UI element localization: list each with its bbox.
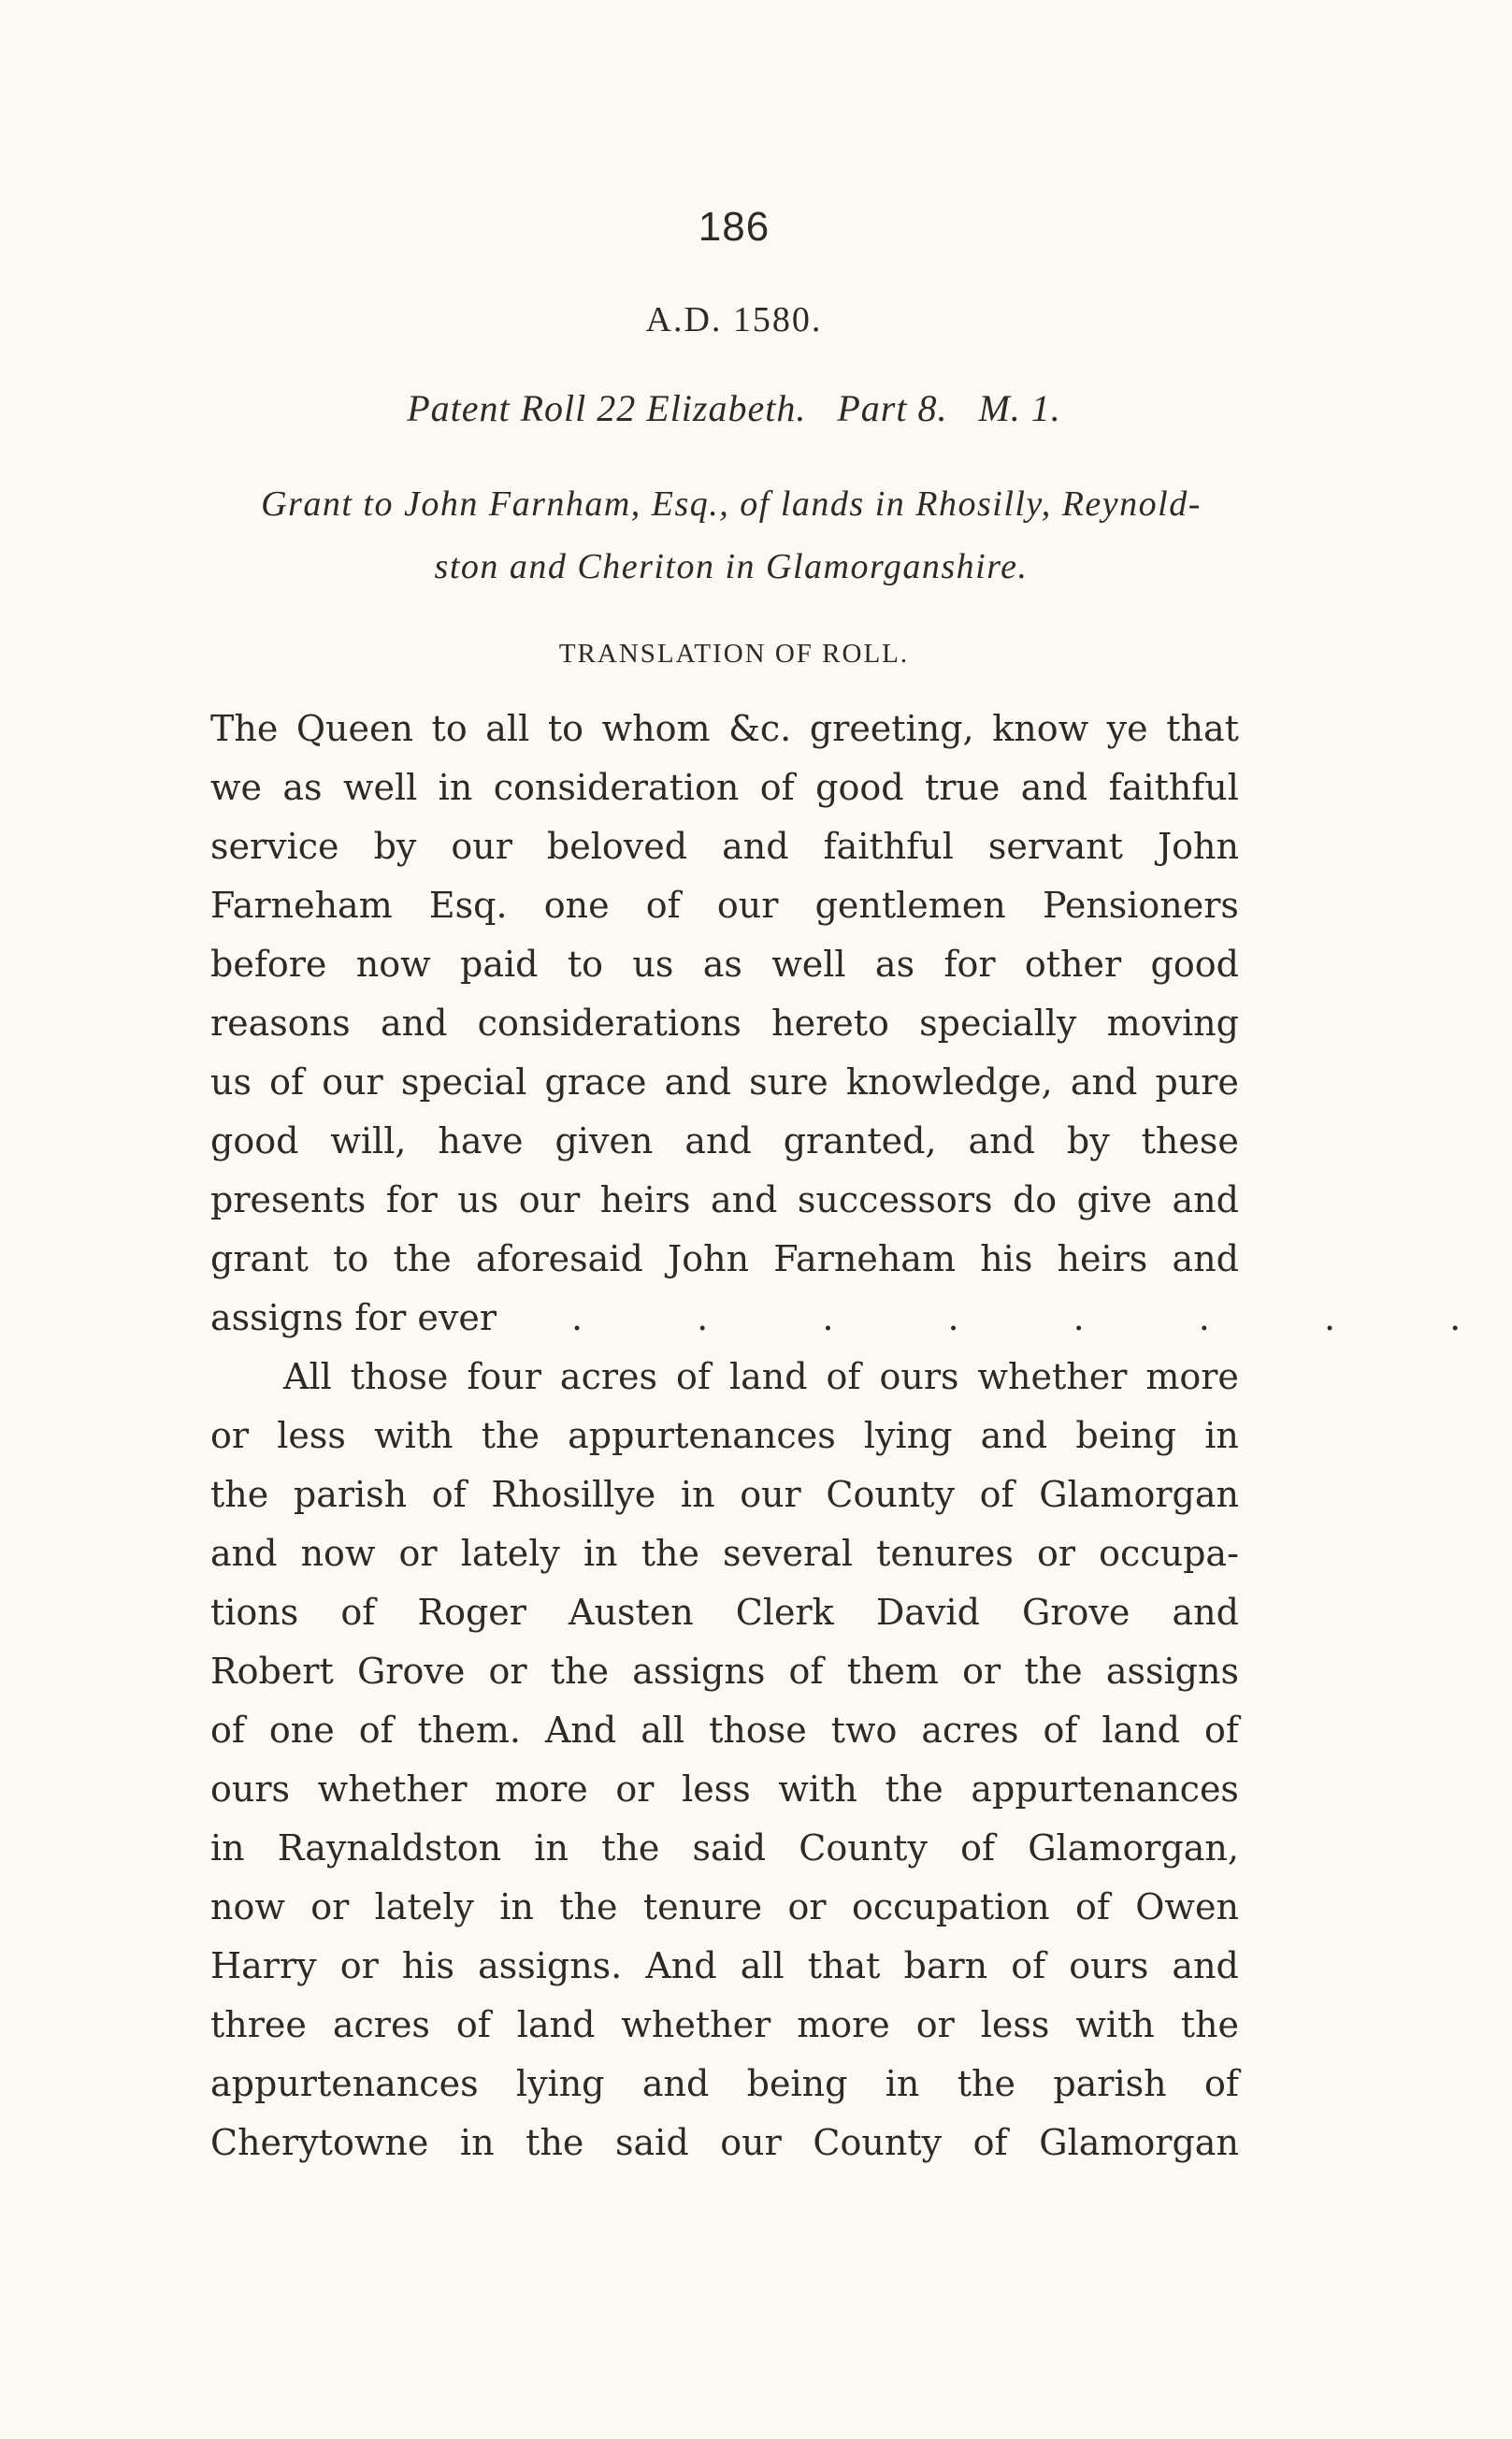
body-word: Robert (210, 1651, 334, 1692)
body-word: whom (601, 708, 711, 749)
body-line (210, 1760, 1239, 1819)
body-word: and (641, 2063, 710, 2104)
body-word: lately (374, 1886, 474, 1927)
body-word: lying (863, 1415, 953, 1456)
body-word: Farneham (210, 885, 393, 926)
body-word: Clerk (735, 1592, 834, 1633)
body-word: appurtenances (568, 1415, 836, 1456)
body-word: more (1145, 1356, 1239, 1397)
body-word: them (846, 1651, 939, 1692)
body-word: parish (293, 1474, 408, 1515)
body-word: of (455, 2004, 491, 2045)
body-word: John (1157, 826, 1239, 867)
body-word: And (645, 1945, 717, 1986)
body-word: paid (460, 944, 539, 985)
body-word: Grove (356, 1651, 466, 1692)
body-word: with (374, 1415, 454, 1456)
body-word: less (277, 1415, 346, 1456)
body-word: Grove (1022, 1592, 1130, 1633)
body-word: of (960, 1827, 996, 1869)
body-word: and (710, 1179, 778, 1220)
grant-title-line-2: ston and Cheriton in Glamorganshire. (434, 547, 1029, 586)
body-word: successors (797, 1179, 993, 1220)
body-line (210, 758, 1239, 817)
body-word: said (615, 2122, 689, 2163)
body-word: tenure (642, 1886, 763, 1927)
body-word: that (807, 1945, 881, 1986)
body-word: to (431, 708, 468, 749)
paragraph-start-line (210, 1348, 1239, 1407)
body-word: ours (210, 1768, 291, 1810)
body-word: less (682, 1768, 751, 1810)
body-line (210, 1878, 1239, 1937)
body-word: the (1180, 2004, 1239, 2045)
body-word: and (722, 826, 789, 867)
body-word: of (358, 1710, 394, 1751)
body-word: The (210, 708, 279, 749)
body-word: assigns (1105, 1651, 1239, 1692)
body-word: in (438, 767, 473, 808)
body-word: knowledge, (845, 1061, 1053, 1103)
body-word: our (740, 1474, 801, 1515)
roll-reference: Patent Roll 22 Elizabeth. Part 8. M. 1. (407, 387, 1061, 429)
body-word: assigns (632, 1651, 766, 1692)
body-word: or (398, 1533, 438, 1574)
body-word: ours (879, 1356, 959, 1397)
body-word: before (210, 944, 327, 985)
body-word: of (979, 1474, 1015, 1515)
body-word: land (1102, 1710, 1180, 1751)
body-word: true (924, 767, 1001, 808)
body-word: special (400, 1061, 527, 1103)
body-word: faithful (1108, 767, 1239, 808)
body-word: all (641, 1710, 685, 1751)
body-word: moving (1106, 1003, 1239, 1044)
body-word: by (1066, 1120, 1110, 1162)
body-line (210, 876, 1239, 935)
body-line (210, 1642, 1239, 1701)
body-word: beloved (546, 826, 688, 867)
body-line-with-dot-leader (210, 1289, 1512, 1348)
body-word: John (667, 1238, 750, 1279)
body-word: and (380, 1003, 448, 1044)
body-word: as (282, 767, 323, 808)
body-word: consideration (493, 767, 740, 808)
body-word: whether (317, 1768, 468, 1810)
body-word: All (283, 1356, 332, 1397)
grant-title (208, 473, 1255, 599)
body-word: aforesaid (475, 1238, 643, 1279)
body-word: Pensioners (1042, 885, 1239, 926)
body-word: several (723, 1533, 853, 1574)
body-word: us (457, 1179, 499, 1220)
body-word: Glamorgan (1039, 1474, 1239, 1515)
body-word: said (692, 1827, 767, 1869)
body-word: greeting, (809, 708, 974, 749)
body-word: in (583, 1533, 618, 1574)
body-word: Farneham (773, 1238, 956, 1279)
body-word: the (550, 1651, 609, 1692)
body-word: or (488, 1651, 527, 1692)
body-word: the (210, 1474, 269, 1515)
body-word: pure (1155, 1061, 1239, 1103)
body-word: sure (749, 1061, 828, 1103)
body-word: granted, (783, 1120, 937, 1162)
body-word: and (664, 1061, 732, 1103)
body-word: our (451, 826, 512, 867)
body-word: his (980, 1238, 1033, 1279)
body-word: in (680, 1474, 715, 1515)
body-word: with (778, 1768, 857, 1810)
body-word: his (401, 1945, 454, 1986)
body-word: with (1075, 2004, 1155, 2045)
body-word: heirs (1057, 1238, 1148, 1279)
body-word: other (1024, 944, 1122, 985)
body-line (210, 1937, 1239, 1996)
body-word: now (210, 1886, 285, 1927)
body-word: of (972, 2122, 1008, 2163)
body-word: occupation (851, 1886, 1050, 1927)
body-word: Rhosillye (491, 1474, 656, 1515)
dot-leader: . . . . . . . . (571, 1297, 1512, 1338)
body-word: and (980, 1415, 1048, 1456)
body-word: of (645, 885, 681, 926)
body-word: for (943, 944, 996, 985)
body-line (210, 1112, 1239, 1171)
body-word: or (310, 1886, 350, 1927)
body-word: land (728, 1356, 808, 1397)
body-word: Austen (569, 1592, 694, 1633)
body-word: County (799, 1827, 928, 1869)
body-word: parish (1053, 2063, 1167, 2104)
body-line (210, 994, 1239, 1053)
body-word: well (771, 944, 846, 985)
body-word: heirs (599, 1179, 691, 1220)
body-word: to (547, 708, 583, 749)
body-word: faithful (823, 826, 954, 867)
body-word: County (826, 1474, 956, 1515)
body-word: grace (544, 1061, 647, 1103)
body-word: whether (621, 2004, 771, 2045)
body-word: &c. (728, 708, 792, 749)
body-word: And (544, 1710, 617, 1751)
body-word: appurtenances (971, 1768, 1239, 1810)
body-word: to (333, 1238, 369, 1279)
body-line (210, 1053, 1239, 1112)
body-word: and (1070, 1061, 1138, 1103)
body-word: of (826, 1356, 861, 1397)
body-word: or (339, 1945, 379, 1986)
body-word: of (788, 1651, 824, 1692)
body-text (210, 700, 1512, 2172)
body-word: barn (903, 1945, 988, 1986)
body-word: tenures (876, 1533, 1014, 1574)
body-word: as (874, 944, 915, 985)
body-line (210, 817, 1239, 876)
body-word: of (1011, 1945, 1046, 1986)
body-word: and (1172, 1238, 1239, 1279)
body-word: ye (1106, 708, 1148, 749)
body-line (210, 935, 1239, 994)
body-line (210, 1171, 1239, 1230)
body-word: do (1012, 1179, 1058, 1220)
body-word: of (269, 1061, 305, 1103)
body-word: of (1203, 2063, 1239, 2104)
body-word: them. (417, 1710, 522, 1751)
body-word: our (716, 885, 779, 926)
body-word: occupa- (1099, 1533, 1239, 1574)
body-word: servant (987, 826, 1123, 867)
body-word: lately (460, 1533, 560, 1574)
body-word: have (438, 1120, 524, 1162)
body-line (210, 1819, 1239, 1878)
grant-title-line-1: Grant to John Farnham, Esq., of lands in Rhosilly, Reynold- (261, 484, 1202, 524)
body-word: of (1043, 1710, 1078, 1751)
body-word: Glamorgan, (1028, 1827, 1239, 1869)
body-word: the (601, 1827, 660, 1869)
body-word: grant (210, 1238, 309, 1279)
body-word: in (459, 2122, 495, 2163)
body-word: County (813, 2122, 943, 2163)
body-word: and (1172, 1179, 1239, 1220)
translation-heading: TRANSLATION OF ROLL. (558, 639, 910, 669)
body-word: presents (210, 1179, 367, 1220)
body-word: of (676, 1356, 711, 1397)
body-word: appurtenances (210, 2063, 479, 2104)
body-word: the (957, 2063, 1015, 2104)
body-word: of (759, 767, 795, 808)
body-word: our (518, 1179, 581, 1220)
body-word: considerations (477, 1003, 742, 1044)
body-word: the (885, 1768, 943, 1810)
body-word: us (210, 1061, 252, 1103)
body-word: of (1074, 1886, 1110, 1927)
body-word: tions (210, 1592, 299, 1633)
body-word: know (992, 708, 1089, 749)
body-word: of (210, 1710, 245, 1751)
body-word: more (495, 1768, 588, 1810)
body-word: or (962, 1651, 1001, 1692)
body-word: acres (559, 1356, 658, 1397)
body-word: the (1024, 1651, 1083, 1692)
body-word: or (915, 2004, 955, 2045)
body-word: David (875, 1592, 980, 1633)
body-word: land (516, 2004, 596, 2045)
body-word: of (340, 1592, 376, 1633)
body-word: now (355, 944, 431, 985)
body-word: or (210, 1415, 250, 1456)
body-word: and (1020, 767, 1088, 808)
body-line (210, 2055, 1239, 2114)
body-word: given (554, 1120, 654, 1162)
body-word: of (431, 1474, 467, 1515)
body-word: the (393, 1238, 452, 1279)
body-word: in (499, 1886, 534, 1927)
document-year: A.D. 1580. (645, 300, 823, 339)
body-word: lying (515, 2063, 605, 2104)
body-line (210, 1996, 1239, 2055)
body-word: our (322, 1061, 383, 1103)
body-word: in (534, 1827, 569, 1869)
body-line (210, 1230, 1239, 1289)
body-word: one (543, 885, 610, 926)
body-word: our (720, 2122, 782, 2163)
body-word: gentlemen (814, 885, 1006, 926)
body-word: or (1037, 1533, 1076, 1574)
body-word: now (300, 1533, 376, 1574)
body-word: well (342, 767, 418, 808)
body-word: all (740, 1945, 785, 1986)
body-line (210, 1701, 1239, 1760)
body-word: and (1172, 1945, 1239, 1986)
body-word: less (980, 2004, 1050, 2045)
body-word: those (350, 1356, 449, 1397)
body-word: one (268, 1710, 335, 1751)
body-word: the (641, 1533, 699, 1574)
body-word: and (210, 1533, 278, 1574)
body-word: as (702, 944, 742, 985)
body-word: in (210, 1827, 245, 1869)
body-word: Cherytowne (210, 2122, 429, 2163)
body-word: we (210, 767, 263, 808)
body-word: will, (330, 1120, 407, 1162)
body-word: more (797, 2004, 890, 2045)
body-word: the (526, 2122, 584, 2163)
body-word: reasons (210, 1003, 351, 1044)
body-word: and (968, 1120, 1035, 1162)
body-word: for (385, 1179, 438, 1220)
body-word: good (210, 1120, 299, 1162)
body-word: service (210, 826, 339, 867)
body-word: that (1166, 708, 1239, 749)
body-word: assigns. (478, 1945, 623, 1986)
body-word: Esq. (428, 885, 508, 926)
body-word: by (373, 826, 417, 867)
body-line (210, 1583, 1239, 1642)
body-word: of (1203, 1710, 1239, 1751)
body-word: or (787, 1886, 827, 1927)
body-word: three (210, 2004, 307, 2045)
body-word: Raynaldston (277, 1827, 502, 1869)
body-word: good (1150, 944, 1239, 985)
body-word: us (632, 944, 674, 985)
body-word: Queen (295, 708, 413, 749)
body-line (210, 1524, 1239, 1583)
body-word: whether (977, 1356, 1128, 1397)
body-word: good (815, 767, 904, 808)
body-word: the (481, 1415, 540, 1456)
body-word: and (684, 1120, 752, 1162)
body-line (210, 1465, 1239, 1524)
body-word: or (615, 1768, 655, 1810)
body-word: the (559, 1886, 618, 1927)
body-word: being (1075, 1415, 1177, 1456)
body-word: all (485, 708, 530, 749)
body-line-text: assigns for ever (210, 1297, 497, 1338)
body-word: Roger (417, 1592, 526, 1633)
body-word: being (746, 2063, 848, 2104)
page-number: 186 (698, 204, 770, 250)
body-word: Owen (1135, 1886, 1239, 1927)
body-word: these (1141, 1120, 1239, 1162)
body-word: to (567, 944, 604, 985)
body-word: four (467, 1356, 541, 1397)
body-line (210, 1407, 1239, 1465)
body-word: specially (919, 1003, 1077, 1044)
body-word: in (1204, 1415, 1239, 1456)
body-word: and (1172, 1592, 1239, 1633)
body-word: acres (332, 2004, 430, 2045)
body-word: two (830, 1710, 898, 1751)
body-word: those (709, 1710, 807, 1751)
body-word: hereto (771, 1003, 889, 1044)
body-line (210, 700, 1239, 758)
body-word: give (1076, 1179, 1153, 1220)
body-word: Glamorgan (1039, 2122, 1239, 2163)
body-word: in (885, 2063, 920, 2104)
body-word: Harry (210, 1945, 317, 1986)
body-word: acres (921, 1710, 1019, 1751)
body-line (210, 2114, 1239, 2172)
body-word: ours (1069, 1945, 1149, 1986)
